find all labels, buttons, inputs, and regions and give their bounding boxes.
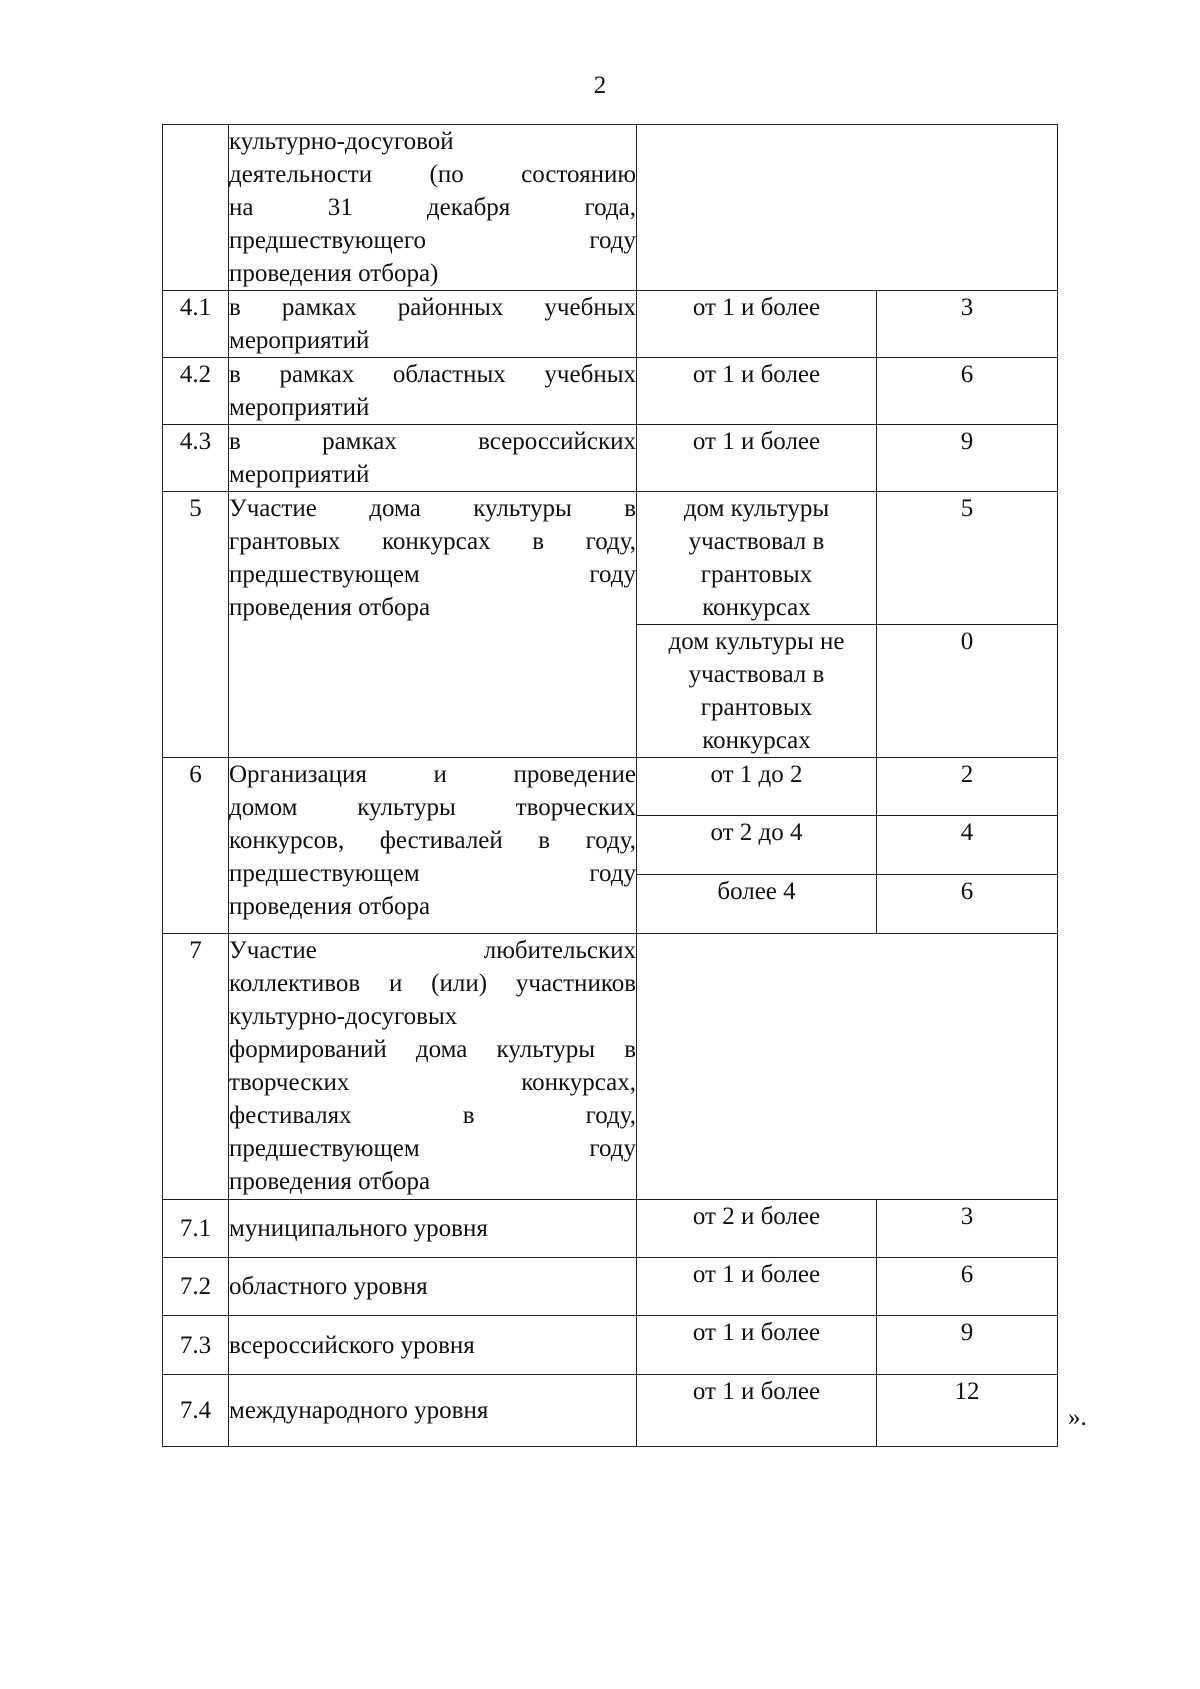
condition-cell: от 1 и более (637, 358, 877, 425)
criterion-name: Участие любительских коллективов и (или) участников культурно-досуговых формирований дома культуры в творческих конкурсах, фестивалях в году, предшествующем году проведения отбора (229, 934, 637, 1200)
points-cell: 3 (877, 291, 1058, 358)
points-cell: 2 (877, 758, 1058, 816)
criterion-name: всероссийского уровня (229, 1316, 637, 1375)
row-number: 7.2 (163, 1258, 229, 1316)
condition-cell: от 1 и более (637, 1258, 877, 1316)
criterion-name: Организация и проведение домом культуры творческих конкурсов, фестивалей в году, предшествующем году проведения отбора (229, 758, 637, 934)
row-number: 7.1 (163, 1200, 229, 1258)
table-row (163, 425, 1058, 492)
table-row (163, 1375, 1058, 1447)
criteria-table (162, 124, 1058, 1447)
criterion-name: в рамках районных учебных мероприятий (229, 291, 637, 358)
criterion-name: областного уровня (229, 1258, 637, 1316)
row-number: 4.3 (163, 425, 229, 492)
criterion-name: культурно-досуговой деятельности (по состоянию на 31 декабря года, предшествующего году проведения отбора) (229, 125, 637, 291)
table-row (163, 291, 1058, 358)
condition-cell: дом культуры не участвовал в грантовых конкурсах (637, 625, 877, 758)
table-row (163, 1200, 1058, 1258)
points-cell: 3 (877, 1200, 1058, 1258)
table-row (163, 358, 1058, 425)
criterion-name: Участие дома культуры в грантовых конкурсах в году, предшествующем году проведения отбора (229, 492, 637, 758)
table-row (163, 934, 1058, 1200)
points-cell: 9 (877, 425, 1058, 492)
points-cell: 9 (877, 1316, 1058, 1375)
row-number: 4.1 (163, 291, 229, 358)
table-row (163, 1316, 1058, 1375)
condition-cell: от 1 и более (637, 425, 877, 492)
row-number: 7.3 (163, 1316, 229, 1375)
empty-cell (637, 934, 1058, 1200)
condition-cell: от 2 и более (637, 1200, 877, 1258)
condition-cell: дом культуры участвовал в грантовых конкурсах (637, 492, 877, 625)
points-cell: 12 (877, 1375, 1058, 1447)
empty-cell (637, 125, 1058, 291)
criterion-name: в рамках областных учебных мероприятий (229, 358, 637, 425)
condition-cell: от 2 до 4 (637, 816, 877, 875)
row-number: 6 (163, 758, 229, 934)
table-row (163, 125, 1058, 291)
row-number: 5 (163, 492, 229, 758)
points-cell: 5 (877, 492, 1058, 625)
table-row (163, 758, 1058, 816)
criterion-name: муниципального уровня (229, 1200, 637, 1258)
points-cell: 6 (877, 1258, 1058, 1316)
condition-cell: более 4 (637, 875, 877, 934)
page-number: 2 (593, 72, 607, 99)
row-number: 7.4 (163, 1375, 229, 1447)
row-number: 7 (163, 934, 229, 1200)
criterion-name: международного уровня (229, 1375, 637, 1447)
points-cell: 0 (877, 625, 1058, 758)
closing-quote: ». (1068, 1404, 1087, 1431)
condition-cell: от 1 и более (637, 1375, 877, 1447)
condition-cell: от 1 и более (637, 1316, 877, 1375)
condition-cell: от 1 и более (637, 291, 877, 358)
points-cell: 6 (877, 358, 1058, 425)
points-cell: 6 (877, 875, 1058, 934)
row-number: 4.2 (163, 358, 229, 425)
table-row (163, 492, 1058, 625)
table-row (163, 1258, 1058, 1316)
criterion-name: в рамках всероссийских мероприятий (229, 425, 637, 492)
row-number (163, 125, 229, 291)
condition-cell: от 1 до 2 (637, 758, 877, 816)
points-cell: 4 (877, 816, 1058, 875)
